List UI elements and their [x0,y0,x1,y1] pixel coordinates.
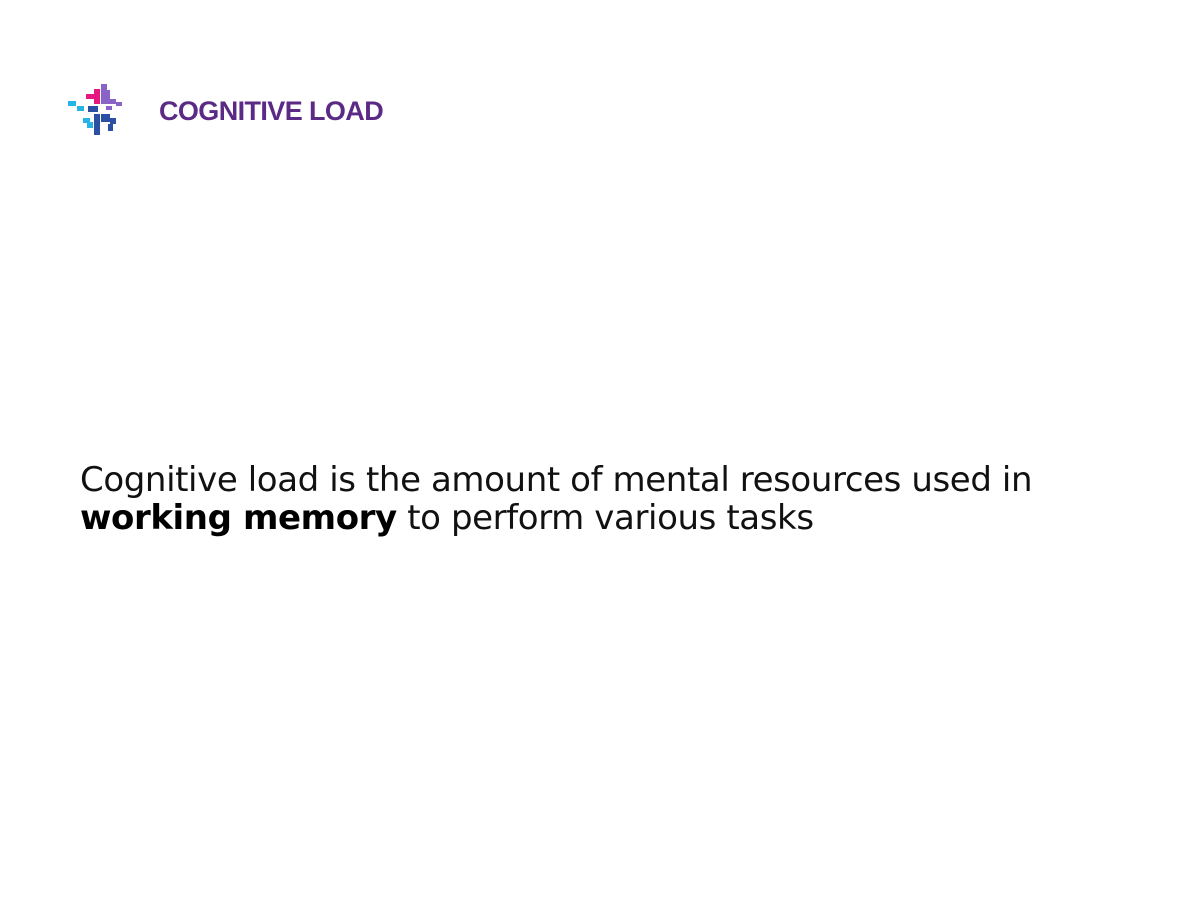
definition-line-2 [80,499,1140,537]
definition-text [80,461,1140,537]
puzzle-pixel-logo-icon [68,84,124,138]
definition-line-2-rest: to perform various tasks [396,498,814,538]
slide-title: COGNITIVE LOAD [159,95,384,126]
emphasized-term: working memory [80,498,397,538]
slide-header [68,84,383,138]
definition-line-1: Cognitive load is the amount of mental resources used in [80,460,1033,500]
